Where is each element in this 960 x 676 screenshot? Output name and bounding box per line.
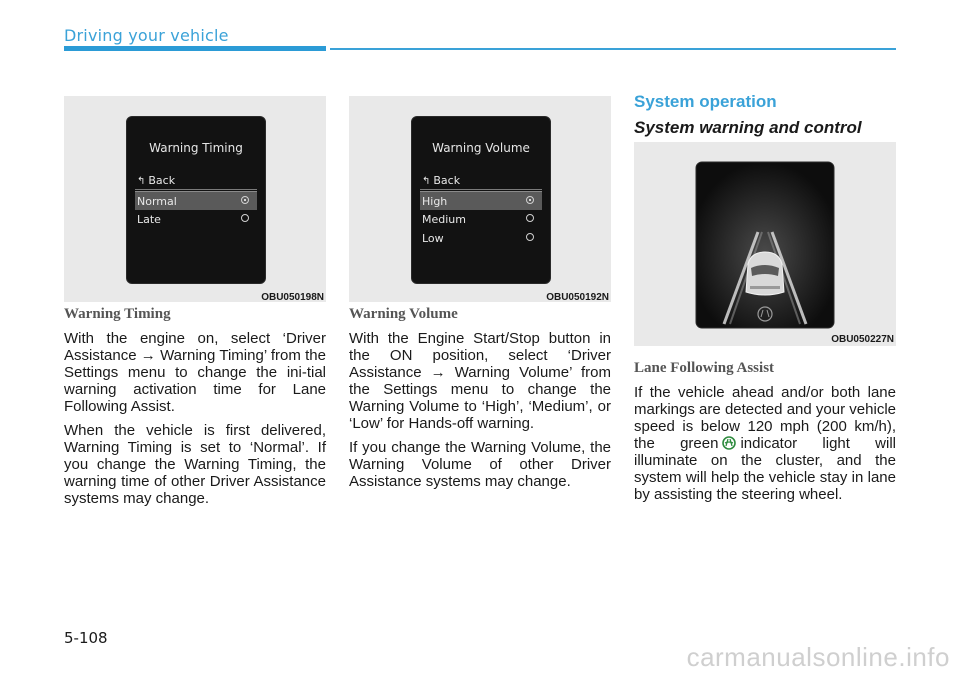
heading-warning-timing: Warning Timing — [64, 306, 171, 322]
watermark: carmanualsonline.info — [686, 642, 950, 672]
radio-empty-icon — [526, 214, 534, 222]
radio-selected-icon — [241, 196, 249, 204]
paragraph: With the engine on, select ‘Driver Assistance → Warning Timing’ from the Settings menu to change the ini-tial warning activation time for Lane Following Assist. — [64, 330, 326, 415]
figure-code: OBU050227N — [831, 334, 894, 345]
paragraph: If you change the Warning Volume, the Warning Volume of other Driver Assistance systems may change. — [349, 439, 611, 490]
header-rule — [330, 48, 896, 50]
back-arrow-icon: ↰ — [422, 176, 431, 187]
section-heading: System operation — [634, 92, 777, 111]
page-number: 5-108 — [64, 629, 108, 647]
paragraph-part: indicator light will illuminate on the cluster, and the system will help the vehicle stay in lane by assisting the steering wheel. — [634, 435, 896, 503]
body-text-col2 — [349, 330, 611, 497]
option-label: Late — [137, 213, 161, 226]
option-row-selected — [135, 191, 257, 210]
header-accent-bar — [64, 46, 326, 51]
option-row — [420, 210, 542, 229]
option-label: Normal — [137, 195, 177, 208]
back-arrow-icon: ↰ — [137, 176, 146, 187]
option-label: Medium — [422, 213, 466, 226]
screen-title: Warning Timing — [149, 141, 243, 155]
figure-code: OBU050192N — [546, 292, 609, 303]
cluster-screen — [126, 116, 266, 284]
option-row-selected — [420, 191, 542, 210]
subsection-heading: System warning and control — [634, 118, 862, 137]
figure-warning-timing — [64, 96, 326, 302]
paragraph-part: If the vehicle ahead and/or both lane markings are detected and your vehicle speed is below 120 mph (200 km/h), the green — [634, 384, 896, 452]
radio-empty-icon — [241, 214, 249, 222]
back-row — [135, 171, 257, 190]
figure-lane-following — [634, 142, 896, 346]
cluster-screen — [411, 116, 551, 284]
lane-following-assist-icon — [722, 436, 736, 450]
paragraph: With the Engine Start/Stop button in the ON position, select ‘Driver Assistance → Warning Volume’ from the Settings menu to change the Warning Volume to ‘High’, ‘Medium’, or ‘Low’ for Hands-off warning. — [349, 330, 611, 432]
figure-warning-volume — [349, 96, 611, 302]
body-text-col3 — [634, 384, 896, 510]
back-label: Back — [433, 174, 461, 187]
paragraph — [634, 384, 896, 503]
screen-title: Warning Volume — [432, 141, 530, 155]
car-icon — [746, 252, 784, 295]
option-label: Low — [422, 232, 444, 245]
radio-selected-icon — [526, 196, 534, 204]
figure-code: OBU050198N — [261, 292, 324, 303]
section-title: Driving your vehicle — [64, 26, 229, 45]
option-row — [135, 210, 257, 229]
body-text-col1 — [64, 330, 326, 514]
back-row — [420, 171, 542, 190]
back-label: Back — [148, 174, 176, 187]
lane-following-illustration — [634, 142, 896, 346]
radio-empty-icon — [526, 233, 534, 241]
paragraph: When the vehicle is first delivered, Warning Timing is set to ‘Normal’. If you change the Warning Timing, the warning time of other Driver Assistance systems may change. — [64, 422, 326, 507]
option-label: High — [422, 195, 448, 208]
heading-lane-following-assist: Lane Following Assist — [634, 360, 775, 376]
option-row — [420, 229, 542, 248]
heading-warning-volume: Warning Volume — [349, 306, 458, 322]
